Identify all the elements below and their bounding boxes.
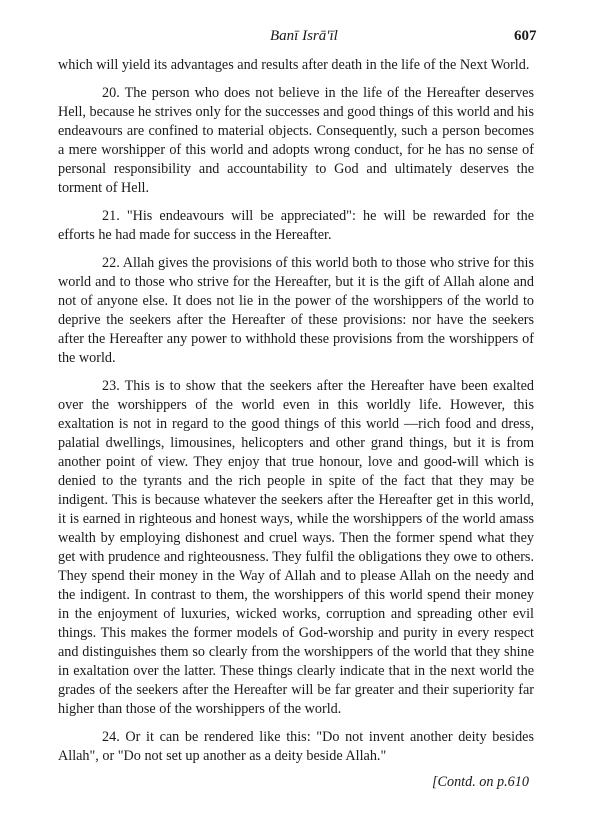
- note-24: 24. Or it can be rendered like this: "Do not invent another deity besides Allah", or "Do not set up another as a deity beside Allah.": [58, 729, 534, 764]
- note-22: 22. Allah gives the provisions of this world both to those who strive for this world and to those who strive for the Hereafter, but it is the gift of Allah alone and not of anyone else. It does not lie in the power of the worshippers of the world to deprive the seekers after the Hereafter of these provisions: nor have the seekers after the Hereafter any power to withhold these provisions from the worshippers of the world.: [58, 255, 534, 366]
- note-20: 20. The person who does not believe in the life of the Hereafter deserves Hell, because he strives only for the successes and good things of this world and his endeavours are confined to material objects. Consequently, such a person becomes a mere worshipper of this world and adopts wrong conduct, for he has no sense of personal responsibility and accountability to God and ultimately deserves the torment of Hell.: [58, 85, 534, 196]
- page-number: 607: [514, 28, 537, 44]
- note-23: 23. This is to show that the seekers after the Hereafter have been exalted over the worshippers of the world even in this worldly life. However, this exaltation is not in regard to the good things of this world —rich food and dress, palatial dwellings, limousines, helicopters and other grand things, but it is from another point of view. They enjoy that true honour, love and good-will which is denied to the tyrants and the rich people in spite of the fact that they may be indigent. This is because whatever the seekers after the Hereafter get in this world, it is earned in righteous and honest ways, while the worshippers of the world amass wealth by employing dishonest and cruel ways. Then the former spend what they get with prudence and righteousness. They fulfil the obligations they owe to others. They spend their money in the Way of Allah and to please Allah on the needy and the indigent. In contrast to them, the worshippers of this world spend their money in the enjoyment of luxuries, wicked works, corruption and spreading other evil things. This makes the former models of God-worship and purity in every respect and distinguishes them so clearly from the worshippers of the world that they shine in exaltation over the latter. These things clearly indicate that in the next world the grades of the seekers after the Hereafter will be far greater and their superiority far higher than those of the worshippers of the world.: [58, 378, 534, 717]
- continued-note: [Contd. on p.610: [432, 774, 529, 790]
- page-body: [58, 56, 534, 775]
- running-title: Banī Isrā'īl: [270, 28, 338, 44]
- paragraph-continuation: which will yield its advantages and results after death in the life of the Next World.: [58, 57, 530, 73]
- note-21: 21. "His endeavours will be appreciated": he will be rewarded for the efforts he had made for success in the Hereafter.: [58, 208, 534, 243]
